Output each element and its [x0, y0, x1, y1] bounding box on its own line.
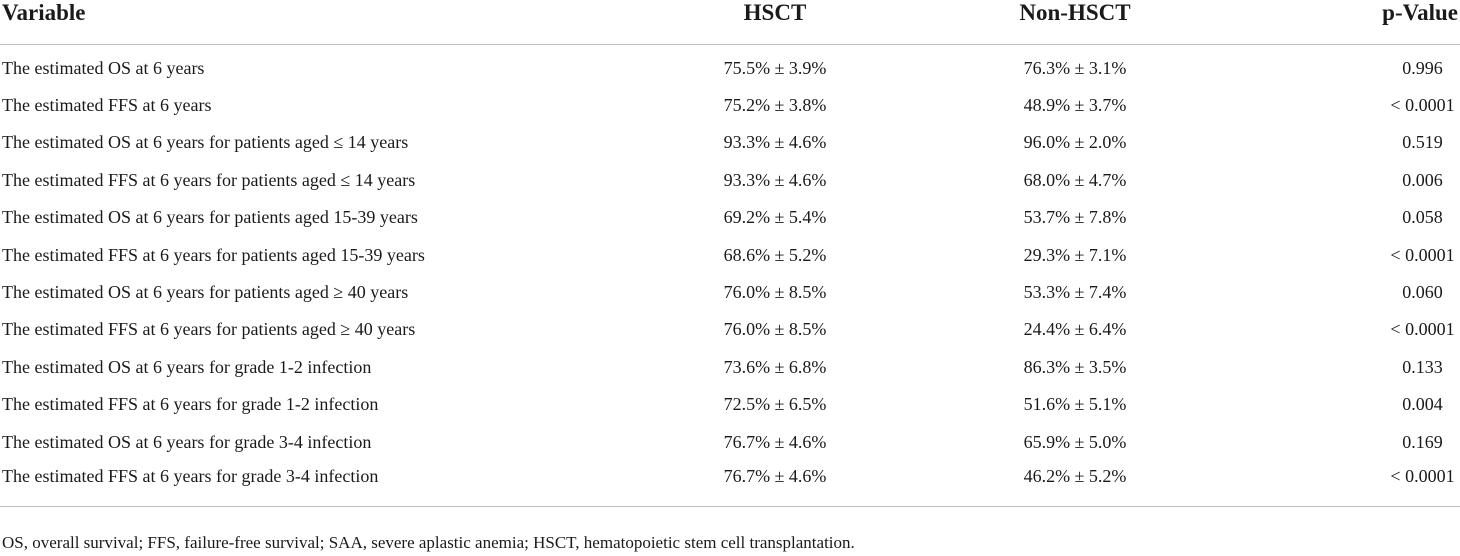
- table-row: [0, 423, 1460, 460]
- cell-non-hsct: 96.0% ± 2.0%: [1023, 132, 1127, 153]
- cell-hsct: 76.0% ± 8.5%: [723, 282, 827, 303]
- cell-p-value: 0.006: [1402, 169, 1443, 190]
- cell-non-hsct: 65.9% ± 5.0%: [1023, 431, 1127, 452]
- header-hsct: HSCT: [620, 0, 905, 45]
- cell-non-hsct: 29.3% ± 7.1%: [1023, 244, 1127, 265]
- cell-non-hsct: 48.9% ± 3.7%: [1023, 95, 1127, 116]
- table-row: [0, 86, 1460, 123]
- table-row: [0, 124, 1460, 161]
- table-row: [0, 273, 1460, 310]
- cell-variable: The estimated OS at 6 years for patients aged ≥ 40 years: [2, 282, 409, 303]
- table-row: [0, 161, 1460, 198]
- table-row: [0, 311, 1460, 348]
- cell-hsct: 75.5% ± 3.9%: [723, 57, 827, 78]
- cell-variable: The estimated FFS at 6 years for grade 1-2 infection: [2, 394, 379, 415]
- cell-hsct: 72.5% ± 6.5%: [723, 394, 827, 415]
- table-footnote: OS, overall survival; FFS, failure-free survival; SAA, severe aplastic anemia; HSCT, hematopoietic stem cell transplantation.: [2, 533, 855, 552]
- cell-hsct: 76.7% ± 4.6%: [723, 431, 827, 452]
- cell-hsct: 69.2% ± 5.4%: [723, 207, 827, 228]
- table-row: [0, 199, 1460, 236]
- cell-variable: The estimated FFS at 6 years for patients aged ≥ 40 years: [2, 319, 416, 340]
- cell-non-hsct: 68.0% ± 4.7%: [1023, 169, 1127, 190]
- cell-p-value: < 0.0001: [1390, 319, 1455, 340]
- cell-variable: The estimated FFS at 6 years for patients aged ≤ 14 years: [2, 169, 416, 190]
- cell-hsct: 93.3% ± 4.6%: [723, 169, 827, 190]
- cell-p-value: 0.133: [1402, 356, 1443, 377]
- cell-p-value: 0.996: [1402, 57, 1443, 78]
- table-row: [0, 386, 1460, 423]
- cell-non-hsct: 51.6% ± 5.1%: [1023, 394, 1127, 415]
- cell-variable: The estimated FFS at 6 years: [2, 95, 212, 116]
- cell-hsct: 93.3% ± 4.6%: [723, 132, 827, 153]
- cell-p-value: 0.169: [1402, 431, 1443, 452]
- cell-p-value: 0.058: [1402, 207, 1443, 228]
- cell-variable: The estimated OS at 6 years: [2, 57, 205, 78]
- cell-hsct: 75.2% ± 3.8%: [723, 95, 827, 116]
- cell-p-value: < 0.0001: [1390, 244, 1455, 265]
- cell-p-value: 0.060: [1402, 282, 1443, 303]
- cell-p-value: < 0.0001: [1215, 460, 1460, 507]
- header-variable: Variable: [0, 0, 620, 45]
- cell-non-hsct: 76.3% ± 3.1%: [1023, 57, 1127, 78]
- table-row: [0, 460, 1460, 507]
- header-non-hsct: Non-HSCT: [905, 0, 1215, 45]
- table-row: [0, 45, 1460, 87]
- cell-hsct: 68.6% ± 5.2%: [723, 244, 827, 265]
- cell-variable: The estimated FFS at 6 years for grade 3-4 infection: [0, 460, 620, 507]
- cell-variable: The estimated OS at 6 years for grade 3-4 infection: [2, 431, 372, 452]
- cell-variable: The estimated OS at 6 years for patients aged ≤ 14 years: [2, 132, 409, 153]
- header-row: [0, 0, 1460, 45]
- cell-variable: The estimated OS at 6 years for patients aged 15-39 years: [2, 207, 418, 228]
- table-header: [0, 0, 1460, 45]
- cell-variable: The estimated OS at 6 years for grade 1-2 infection: [2, 356, 372, 377]
- cell-non-hsct: 53.3% ± 7.4%: [1023, 282, 1127, 303]
- cell-non-hsct: 53.7% ± 7.8%: [1023, 207, 1127, 228]
- table-body: [0, 45, 1460, 507]
- table-row: [0, 236, 1460, 273]
- cell-hsct: 76.0% ± 8.5%: [723, 319, 827, 340]
- table-row: [0, 348, 1460, 385]
- cell-variable: The estimated FFS at 6 years for patients aged 15-39 years: [2, 244, 425, 265]
- cell-p-value: 0.004: [1402, 394, 1443, 415]
- header-p-value: p-Value: [1215, 0, 1460, 45]
- cell-hsct: 73.6% ± 6.8%: [723, 356, 827, 377]
- cell-p-value: 0.519: [1402, 132, 1443, 153]
- cell-non-hsct: 86.3% ± 3.5%: [1023, 356, 1127, 377]
- cell-non-hsct: 46.2% ± 5.2%: [905, 460, 1215, 507]
- cell-hsct: 76.7% ± 4.6%: [620, 460, 905, 507]
- cell-non-hsct: 24.4% ± 6.4%: [1023, 319, 1127, 340]
- cell-p-value: < 0.0001: [1390, 95, 1455, 116]
